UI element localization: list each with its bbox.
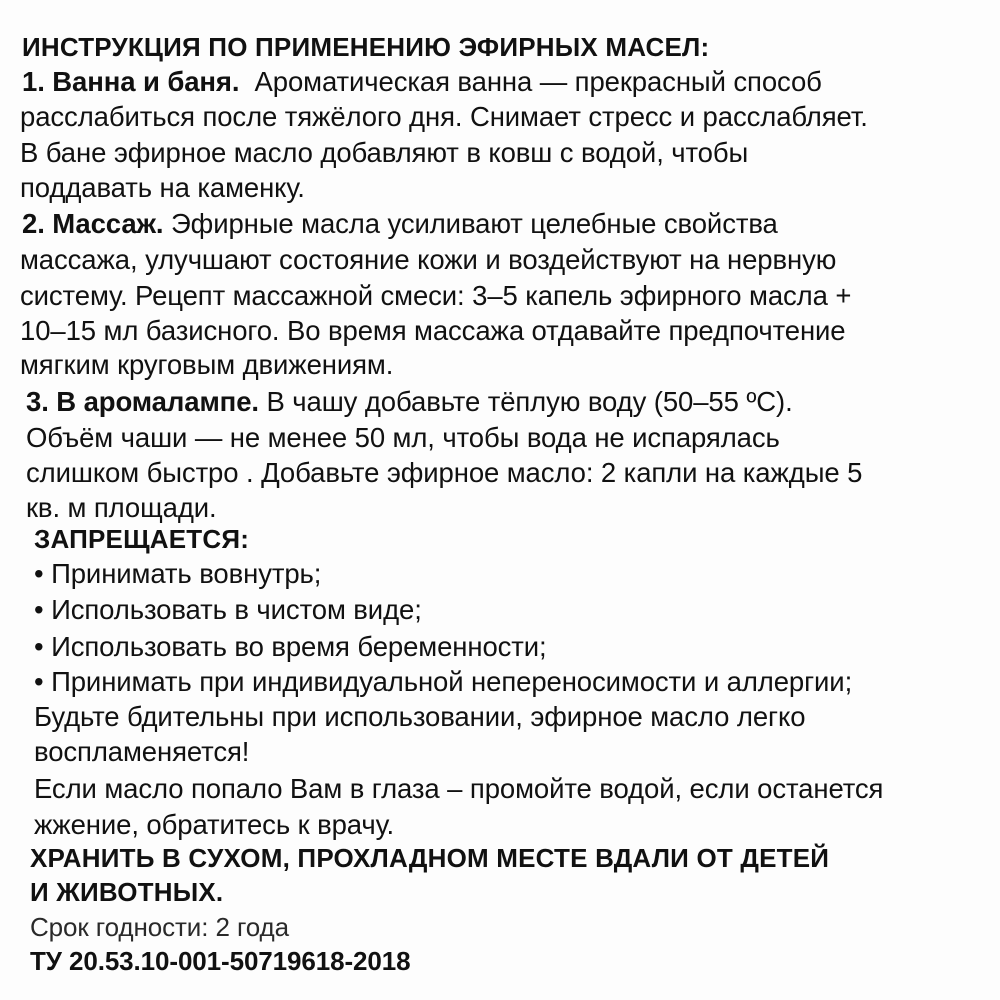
prohibited-item: • Принимать при индивидуальной непереносимости и аллергии; (34, 666, 853, 697)
section-2-line: мягким круговым движениям. (20, 349, 394, 380)
warning-line: жжение, обратитесь к врачу. (34, 809, 395, 840)
section-3-first-line (26, 385, 793, 419)
section-1-line: расслабиться после тяжёлого дня. Снимает стресс и расслабляет. (20, 101, 868, 132)
section-3-heading: 3. В аромалампе. (26, 386, 259, 417)
section-2-heading: 2. Массаж. (22, 208, 164, 239)
warning-line: Будьте бдительны при использовании, эфирное масло легко (34, 701, 806, 732)
section-1-heading: 1. Ванна и баня. (22, 66, 240, 97)
section-3-line: Объём чаши — не менее 50 мл, чтобы вода не испарялась (26, 422, 780, 453)
prohibited-item: • Использовать в чистом виде; (34, 594, 422, 625)
storage-instruction: ХРАНИТЬ В СУХОМ, ПРОХЛАДНОМ МЕСТЕ ВДАЛИ ОТ ДЕТЕЙ (30, 843, 830, 873)
document-title: ИНСТРУКЦИЯ ПО ПРИМЕНЕНИЮ ЭФИРНЫХ МАСЕЛ: (22, 32, 710, 62)
section-2-line: массажа, улучшают состояние кожи и воздействуют на нервную (20, 244, 837, 275)
section-1-text: Ароматическая ванна — прекрасный способ (254, 66, 822, 97)
section-2-first-line (22, 207, 778, 241)
prohibited-item: • Использовать во время беременности; (34, 631, 547, 662)
prohibited-heading: ЗАПРЕЩАЕТСЯ: (34, 524, 250, 554)
section-3-line: кв. м площади. (26, 492, 217, 523)
warning-line: воспламеняется! (34, 736, 250, 767)
section-3-text: В чашу добавьте тёплую воду (50–55 ºC). (266, 386, 793, 417)
section-1-line: В бане эфирное масло добавляют в ковш с водой, чтобы (20, 137, 749, 168)
section-2-line: 10–15 мл базисного. Во время массажа отдавайте предпочтение (20, 315, 846, 346)
shelf-life: Срок годности: 2 года (30, 912, 289, 942)
warning-line: Если масло попало Вам в глаза – промойте водой, если останется (34, 773, 884, 804)
section-1-first-line (22, 65, 822, 99)
prohibited-item: • Принимать вовнутрь; (34, 558, 322, 589)
technical-spec: ТУ 20.53.10-001-50719618-2018 (30, 946, 411, 976)
section-1-line: поддавать на каменку. (20, 172, 305, 203)
section-3-line: слишком быстро . Добавьте эфирное масло: 2 капли на каждые 5 (26, 457, 863, 488)
storage-instruction: И ЖИВОТНЫХ. (30, 877, 224, 907)
section-2-line: систему. Рецепт массажной смеси: 3–5 капель эфирного масла + (20, 280, 852, 311)
section-2-text: Эфирные масла усиливают целебные свойства (171, 208, 778, 239)
